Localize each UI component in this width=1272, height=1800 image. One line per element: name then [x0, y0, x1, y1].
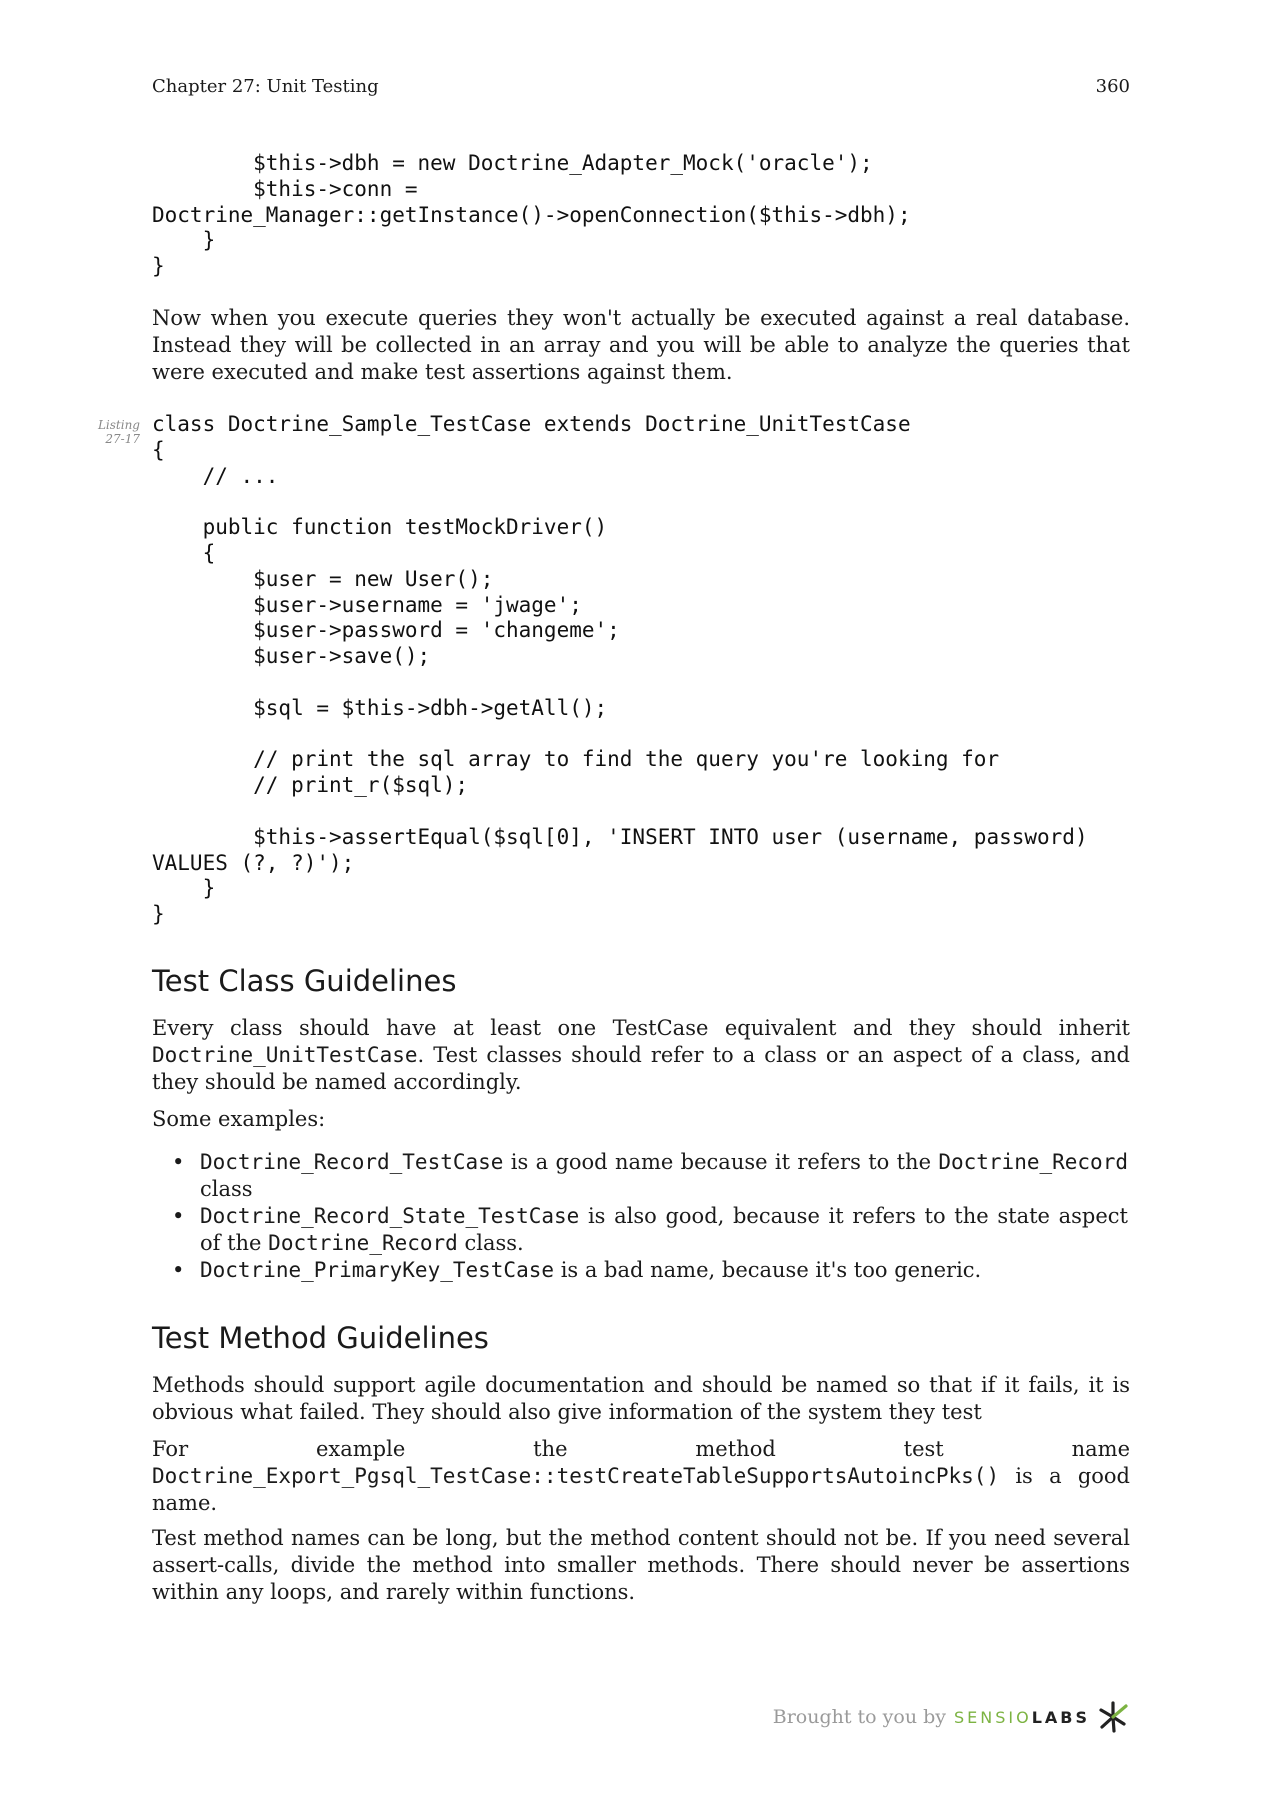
- inline-code: Doctrine_Export_Pgsql_TestCase::testCreateTableSupportsAutoincPks(): [152, 1464, 1000, 1488]
- brand-name: [954, 1708, 1090, 1727]
- method-guidelines-paragraph: Methods should support agile documentation and should be named so that if it fails, it is obvious what failed. They should also give information of the system they test: [152, 1373, 1130, 1424]
- text-span: Every class should have at least one TestCase equivalent and they should inherit: [152, 1016, 1130, 1040]
- sensiolabs-logo-icon: [1096, 1700, 1130, 1734]
- listing-label-word: Listing: [97, 418, 140, 432]
- inline-code: Doctrine_Record_TestCase: [200, 1150, 504, 1174]
- text-span: . Test classes should refer to a class or an aspect of a class, and they should be named accordingly.: [152, 1043, 1130, 1094]
- chapter-title: Chapter 27: Unit Testing: [152, 76, 379, 97]
- examples-list: [152, 1149, 1128, 1284]
- text-span: is also good, because it refers to the state aspect of the: [200, 1204, 1128, 1255]
- list-item: [200, 1257, 1128, 1284]
- inline-code: Doctrine_Record: [938, 1150, 1128, 1174]
- inline-code: Doctrine_UnitTestCase: [152, 1043, 418, 1067]
- list-item: [200, 1149, 1128, 1203]
- page-number: 360: [1095, 76, 1130, 97]
- text-span: is a good name.: [152, 1464, 1130, 1515]
- class-guidelines-paragraph: [152, 1015, 1130, 1096]
- intro-paragraph: Now when you execute queries they won't actually be executed against a real database. Instead they will be collected in an array and you will be able to analyze the queries that were executed and make test assertions against them.: [152, 306, 1130, 384]
- section-heading-test-class: Test Class Guidelines: [152, 964, 457, 998]
- brand-labs: LABS: [1031, 1707, 1090, 1727]
- brand-sensio: SENSIO: [954, 1707, 1032, 1727]
- code-block-top: $this->dbh = new Doctrine_Adapter_Mock('oracle'); $this->conn = Doctrine_Manager::getInstance()->openConnection($this->dbh); } }: [152, 151, 911, 279]
- text-span: is a bad name, because it's too generic.: [554, 1258, 982, 1282]
- listing-label-number: 27-17: [105, 432, 140, 446]
- text-span: class.: [457, 1231, 524, 1255]
- text-span: is a good name because it refers to the: [503, 1150, 939, 1174]
- method-example-paragraph: [152, 1436, 1130, 1517]
- examples-intro: Some examples:: [152, 1107, 326, 1131]
- brought-by-text: Brought to you by: [772, 1706, 946, 1728]
- inline-code: Doctrine_Record_State_TestCase: [200, 1204, 580, 1228]
- inline-code: Doctrine_Record: [268, 1231, 458, 1255]
- text-span: For example the method test name: [152, 1437, 1130, 1461]
- list-item: [200, 1203, 1128, 1257]
- inline-code: Doctrine_PrimaryKey_TestCase: [200, 1258, 555, 1282]
- code-listing: class Doctrine_Sample_TestCase extends Doctrine_UnitTestCase { // ... public function testMockDriver() { $user = new User(); $user->username = 'jwage'; $user->password = 'changeme'; $user->save(); $sql = $this->dbh->getAll(); // print the sql array to find the query you're looking for // print_r($sql); $this->assertEqual($sql[0], 'INSERT INTO user (username, password) VALUES (?, ?)'); } }: [152, 412, 1088, 927]
- page-footer: [773, 1700, 1130, 1734]
- section-heading-test-method: Test Method Guidelines: [152, 1321, 489, 1355]
- text-span: class: [200, 1177, 253, 1201]
- page-header: [152, 76, 1130, 100]
- listing-label: [90, 418, 140, 446]
- method-length-paragraph: Test method names can be long, but the method content should not be. If you need several assert-calls, divide the method into smaller methods. There should never be assertions within any loops, and rarely within functions.: [152, 1526, 1130, 1604]
